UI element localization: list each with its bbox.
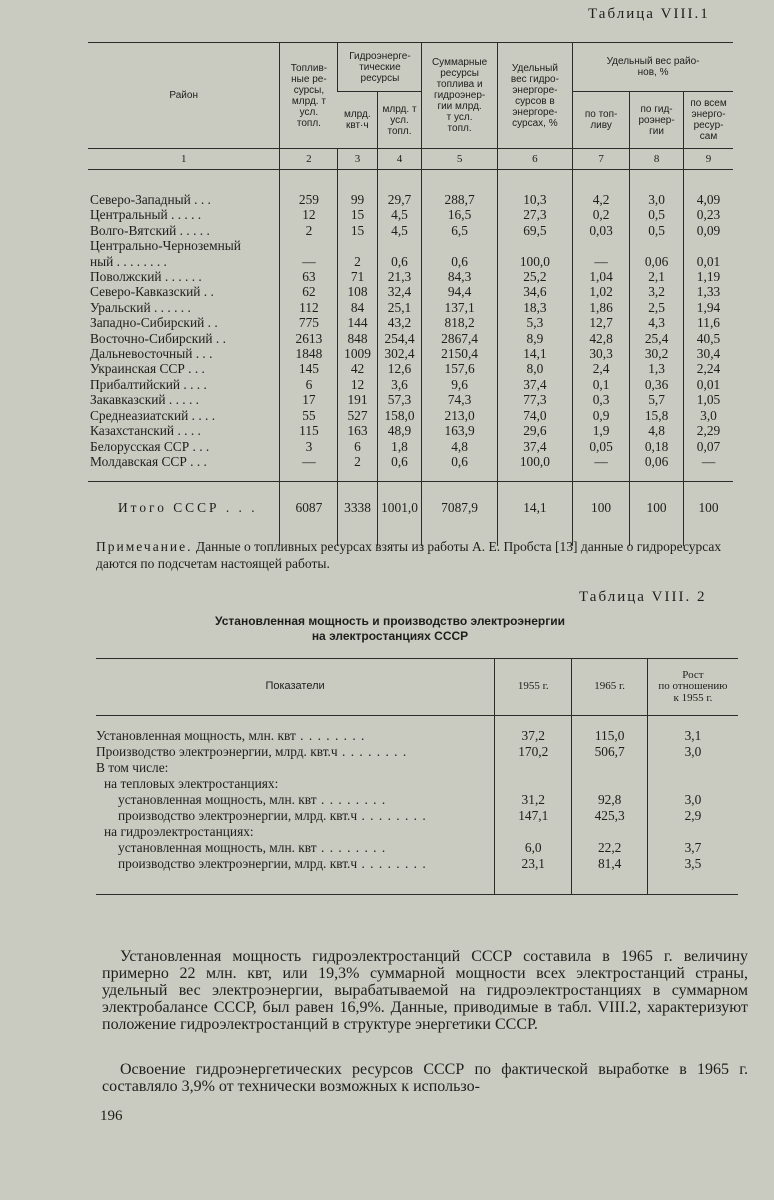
table-cell: 4,8 [422,439,497,454]
indicator-label: на гидроэлектростанциях: [104,824,254,839]
table-cell: 0,9 [573,408,630,423]
table-cell: 18,3 [497,300,572,315]
table-cell: 213,0 [422,408,497,423]
header-hydro-t: млрд. т усл. топл. [377,92,422,149]
region-name: Среднеазиатский . . . . [90,407,216,423]
table-cell: 0,1 [573,377,630,392]
table-cell: 0,6 [422,454,497,482]
note-text: Данные о топливных ресурсах взяты из работы А. Е. Пробста [13] данные о гидроресурсах даются по подсчетам настоящей работы. [96,539,722,571]
total-cell: 7087,9 [422,482,497,547]
table-cell: 10,3 [497,170,572,208]
header-total: Суммарные ресурсы топлива и гидроэнер- гии млрд. т усл. топл. [422,43,497,149]
column-number: 3 [338,149,377,170]
table-cell: 4,5 [377,207,422,222]
table-cell: 55 [280,408,338,423]
indicator-label: Производство электроэнергии, млрд. квт.ч . . . [96,744,495,760]
region-name: Молдавская ССР . . . [90,453,207,469]
table2-header-row [96,659,738,716]
table-row [88,439,733,454]
total-cell: 6087 [280,482,338,547]
table-cell: 29,6 [497,423,572,438]
table-cell: 37,4 [497,439,572,454]
column-number: 2 [280,149,338,170]
table-cell: 100,0 [497,454,572,482]
indicator-label: установленная мощность, млн. квт . . . [96,840,495,856]
table-cell: 16,5 [422,207,497,222]
table-cell: 17 [280,392,338,407]
value-growth: 2,9 [647,808,738,824]
table-row [88,454,733,482]
region-name: Казахстанский . . . . [90,423,201,439]
header-by-hydro: по гид- роэнер- гии [630,92,684,149]
table-cell: 15,8 [630,408,684,423]
value-v1955: 170,2 [495,744,572,760]
table-cell [497,238,572,253]
table1-header-row [88,43,733,92]
table-row [88,269,733,284]
table-cell: 848 [338,331,377,346]
table-cell: 1,94 [684,300,733,315]
header-hydro-group: Гидроэнерге- тические ресурсы [338,43,422,92]
table-cell: 1,86 [573,300,630,315]
note-label: Примечание. [96,539,193,554]
table-row [96,760,738,776]
table-cell: 42,8 [573,331,630,346]
table-cell: 37,4 [497,377,572,392]
table-cell [422,238,497,253]
value-v1965: 425,3 [572,808,647,824]
table-cell: 0,06 [630,454,684,482]
table-row [96,856,738,895]
table-row [88,346,733,361]
table-cell: 100,0 [497,254,572,269]
table-cell: 2,29 [684,423,733,438]
table-cell: 1,33 [684,284,733,299]
table-cell: 32,4 [377,284,422,299]
table-cell [684,238,733,253]
table-cell: 1,05 [684,392,733,407]
table-cell: 12,6 [377,361,422,376]
table-cell: 62 [280,284,338,299]
table-cell: 3,2 [630,284,684,299]
table-row [96,776,738,792]
table-cell: 12,7 [573,315,630,330]
table-cell: — [280,454,338,482]
table-cell: 2613 [280,331,338,346]
table-cell: 0,05 [573,439,630,454]
table-cell: 1,9 [573,423,630,438]
table-cell: 48,9 [377,423,422,438]
indicator-label: Установленная мощность, млн. квт . . . [96,716,495,745]
column-number: 1 [88,149,280,170]
value-v1965: 115,0 [572,716,647,745]
column-number: 5 [422,149,497,170]
table-cell: 2,4 [573,361,630,376]
table1-caption: Таблица VIII.1 [588,6,710,22]
table-cell: 1,3 [630,361,684,376]
value-v1965: 81,4 [572,856,647,895]
table2-title-line2: на электростанциях СССР [311,629,469,643]
value-v1955 [495,776,572,792]
table-cell: 0,3 [573,392,630,407]
table-cell: 775 [280,315,338,330]
value-growth: 3,7 [647,840,738,856]
value-growth: 3,5 [647,856,738,895]
table-cell: 0,07 [684,439,733,454]
table-cell: 6 [280,377,338,392]
table-cell: 0,06 [630,254,684,269]
region-name: Центрально-Черноземный [90,238,241,254]
total-row [88,482,733,547]
column-number: 9 [684,149,733,170]
table-row [88,284,733,299]
table-cell: 2,5 [630,300,684,315]
table-cell: 0,2 [573,207,630,222]
region-name: Уральский . . . . . . [90,299,191,315]
table-cell: 1009 [338,346,377,361]
table-cell: 2,1 [630,269,684,284]
header-hydro-kwh: млрд. квт·ч [338,92,377,149]
table-cell: 4,09 [684,170,733,208]
table-row [88,392,733,407]
page-number: 196 [100,1108,123,1124]
value-v1955 [495,824,572,840]
table-row [88,223,733,238]
region-name: Волго-Вятский . . . . . [90,222,210,238]
table-cell: 74,0 [497,408,572,423]
value-v1955: 6,0 [495,840,572,856]
table-cell: 0,6 [422,254,497,269]
table-row [88,377,733,392]
table-cell: 1,8 [377,439,422,454]
value-v1965 [572,776,647,792]
table-row [88,408,733,423]
header-1965: 1965 г. [572,659,647,716]
table2-body [96,716,738,895]
power-stations-table [96,658,738,895]
value-growth [647,824,738,840]
region-name: Западно-Сибирский . . [90,315,218,331]
table-cell: 25,2 [497,269,572,284]
table-cell: 5,3 [497,315,572,330]
header-fuel: Топлив- ные ре- сурсы, млрд. т усл. топл. [280,43,338,149]
column-number: 6 [497,149,572,170]
region-name: Дальневосточный . . . [90,346,213,362]
table-cell: 40,5 [684,331,733,346]
table-cell: 34,6 [497,284,572,299]
table-cell [280,238,338,253]
region-name: Северо-Западный . . . [90,192,211,207]
indicator-label: В том числе: [96,760,169,775]
table-cell: 163 [338,423,377,438]
table-cell: 2150,4 [422,346,497,361]
table-cell: 30,4 [684,346,733,361]
region-name: ный . . . . . . . . [90,253,167,269]
total-cell: 100 [684,482,733,547]
total-cell: 100 [630,482,684,547]
table-cell: 2,24 [684,361,733,376]
table-cell: 0,36 [630,377,684,392]
value-v1955: 23,1 [495,856,572,895]
table-row [96,792,738,808]
table-cell: 1,19 [684,269,733,284]
table-cell: 14,1 [497,346,572,361]
table-row [88,254,733,269]
table-cell: 158,0 [377,408,422,423]
column-number: 4 [377,149,422,170]
table-row [96,824,738,840]
table-cell: 3,0 [684,408,733,423]
table-cell: 0,5 [630,223,684,238]
table1-body [88,170,733,547]
header-share-group: Удельный вес райо- нов, % [573,43,733,92]
value-v1955: 37,2 [495,716,572,745]
table-cell: 157,6 [422,361,497,376]
value-growth: 3,0 [647,744,738,760]
table-cell: 163,9 [422,423,497,438]
table-cell: 29,7 [377,170,422,208]
table-row [88,315,733,330]
table-cell: 21,3 [377,269,422,284]
table-cell: 191 [338,392,377,407]
indicator-label: на тепловых электростанциях: [104,776,279,791]
region-name: Центральный . . . . . [90,207,202,223]
indicator-label: производство электроэнергии, млрд. квт.ч . . . [96,808,495,824]
header-by-fuel: по топ- ливу [573,92,630,149]
table-cell: 0,18 [630,439,684,454]
table-cell: 3 [280,439,338,454]
table2-caption: Таблица VIII. 2 [579,589,707,605]
value-v1965: 506,7 [572,744,647,760]
value-v1955 [495,760,572,776]
table-cell: 4,8 [630,423,684,438]
header-indicator: Показатели [96,659,495,716]
table-cell: 15 [338,223,377,238]
table1-note [96,538,746,572]
table-cell: 15 [338,207,377,222]
table-cell: — [280,254,338,269]
value-growth: 3,1 [647,716,738,745]
table-cell: 0,01 [684,377,733,392]
table-cell: 9,6 [422,377,497,392]
table-cell: 30,3 [573,346,630,361]
table-cell: 0,09 [684,223,733,238]
value-v1965: 92,8 [572,792,647,808]
table-row [88,331,733,346]
indicator-label: производство электроэнергии, млрд. квт.ч . . . [96,856,495,895]
table-cell: 254,4 [377,331,422,346]
table-cell: 0,01 [684,254,733,269]
table-cell: 43,2 [377,315,422,330]
value-v1965 [572,824,647,840]
value-growth: 3,0 [647,792,738,808]
table-cell: 137,1 [422,300,497,315]
region-name: Белорусская ССР . . . [90,438,210,454]
region-name: Прибалтийский . . . . [90,376,207,392]
table2-title [150,614,630,644]
value-growth [647,760,738,776]
header-1955: 1955 г. [495,659,572,716]
table-cell: 99 [338,170,377,208]
table-cell: 4,2 [573,170,630,208]
table-cell: 2867,4 [422,331,497,346]
table-cell: 0,03 [573,223,630,238]
table-cell: 27,3 [497,207,572,222]
value-v1955: 31,2 [495,792,572,808]
column-number: 8 [630,149,684,170]
header-growth: Рост по отношению к 1955 г. [647,659,738,716]
value-growth [647,776,738,792]
table-row [88,361,733,376]
region-name: Восточно-Сибирский . . [90,330,226,346]
table-cell: 2 [338,454,377,482]
table-cell: — [684,454,733,482]
table-cell: 42 [338,361,377,376]
region-name: Поволжский . . . . . . [90,269,202,285]
table-cell: 25,4 [630,331,684,346]
table-row [96,744,738,760]
table-cell: 115 [280,423,338,438]
table-cell: 302,4 [377,346,422,361]
region-name: Северо-Кавказский . . [90,284,214,300]
table-cell: 0,5 [630,207,684,222]
table1-column-numbers [88,149,733,170]
region-name: Закавказский . . . . . [90,392,200,408]
regional-energy-resources-table [88,42,733,546]
table-cell: 84,3 [422,269,497,284]
table-cell [377,238,422,253]
table-cell: 77,3 [497,392,572,407]
table-cell: 6 [338,439,377,454]
table-row [88,300,733,315]
table-row [88,423,733,438]
table-cell: 0,23 [684,207,733,222]
table-cell: 0,6 [377,454,422,482]
total-cell: 1001,0 [377,482,422,547]
table-cell [630,238,684,253]
table-cell: 527 [338,408,377,423]
table-row [88,207,733,222]
table-cell: 57,3 [377,392,422,407]
table-row [88,170,733,208]
total-cell: 100 [573,482,630,547]
value-v1955: 147,1 [495,808,572,824]
table-cell: 6,5 [422,223,497,238]
table-cell: 63 [280,269,338,284]
table-cell: 12 [280,207,338,222]
table-row [96,716,738,745]
table-cell [338,238,377,253]
paragraph-2: Освоение гидроэнергетических ресурсов СССР по фактической выработке в 1965 г. составляло 3,9% от технически возможных к использо- [102,1061,748,1095]
region-name: Украинская ССР . . . [90,361,205,377]
table-cell: 71 [338,269,377,284]
table-cell: 8,9 [497,331,572,346]
column-number: 7 [573,149,630,170]
table-cell: 8,0 [497,361,572,376]
value-v1965 [572,760,647,776]
table-cell: 4,5 [377,223,422,238]
table-cell: 288,7 [422,170,497,208]
table-cell: 144 [338,315,377,330]
table-cell: 30,2 [630,346,684,361]
table-cell: 1,04 [573,269,630,284]
table-cell: 12 [338,377,377,392]
table-row [88,238,733,253]
table-cell [573,238,630,253]
table-cell: — [573,454,630,482]
header-region: Район [88,43,280,149]
table-cell: — [573,254,630,269]
table-cell: 2 [280,223,338,238]
paragraph-1: Установленная мощность гидроэлектростанций СССР составила в 1965 г. величину примерно 22 млн. квт, или 19,3% суммарной мощности всех электростанций страны, удельный вес электроэнергии, вырабатываемой на гидроэлектростанциях в суммарном электробалансе СССР, был равен 16,9%. Данные, приводимые в табл. VIII.2, характеризуют положение гидроэлектростанций в структуре энергетики СССР. [102,948,748,1033]
table-cell: 69,5 [497,223,572,238]
total-label: Итого СССР . . . [88,482,280,547]
table-cell: 112 [280,300,338,315]
indicator-label: установленная мощность, млн. квт . . . [96,792,495,808]
table-cell: 3,6 [377,377,422,392]
table2-title-line1: Установленная мощность и производство электроэнергии [215,614,565,628]
header-by-all: по всем энерго- ресур- сам [684,92,733,149]
table-cell: 25,1 [377,300,422,315]
table-row [96,840,738,856]
table-cell: 1848 [280,346,338,361]
table-cell: 84 [338,300,377,315]
table-cell: 74,3 [422,392,497,407]
value-v1965: 22,2 [572,840,647,856]
table-cell: 94,4 [422,284,497,299]
table-cell: 108 [338,284,377,299]
table-cell: 0,6 [377,254,422,269]
table-cell: 145 [280,361,338,376]
table-row [96,808,738,824]
total-cell: 3338 [338,482,377,547]
table-cell: 2 [338,254,377,269]
table-cell: 5,7 [630,392,684,407]
table-cell: 1,02 [573,284,630,299]
table-cell: 818,2 [422,315,497,330]
header-share-hydro: Удельный вес гидро- энергоре- сурсов в энергоре- сурсах, % [497,43,572,149]
total-cell: 14,1 [497,482,572,547]
table-cell: 4,3 [630,315,684,330]
table-cell: 259 [280,170,338,208]
table-cell: 3,0 [630,170,684,208]
table-cell: 11,6 [684,315,733,330]
